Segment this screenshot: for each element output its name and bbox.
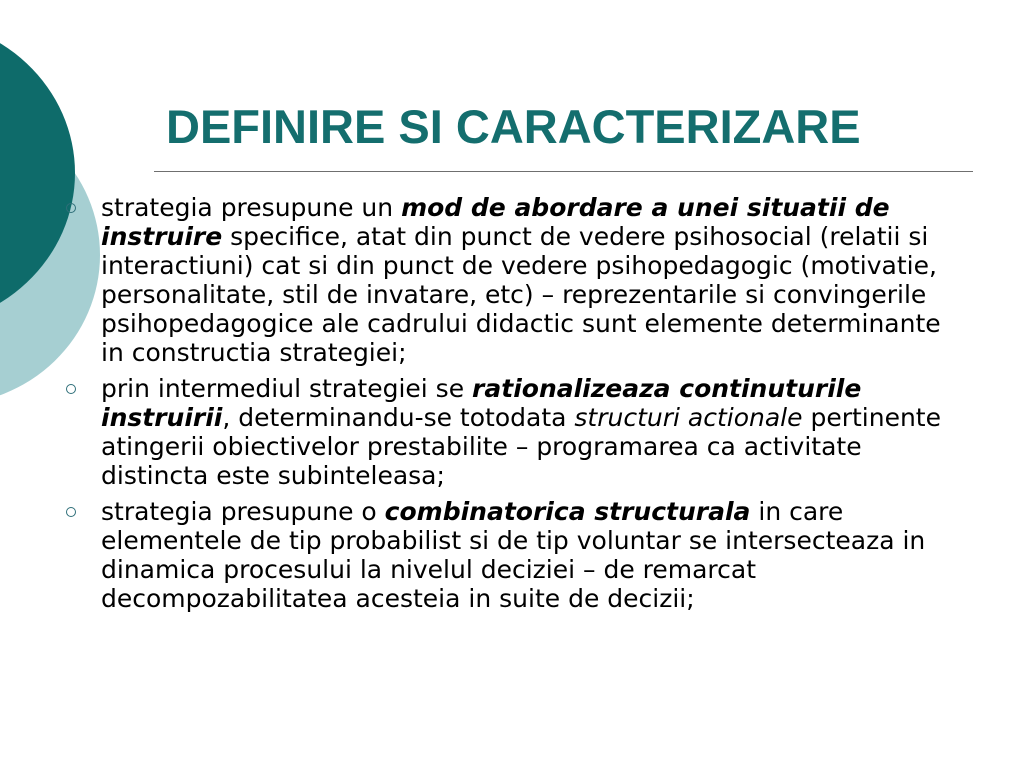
bullet-item: [101, 374, 971, 490]
hollow-circle-icon: [66, 203, 76, 213]
slide-title: DEFINIRE SI CARACTERIZARE: [166, 100, 861, 153]
bullet-text: pertinente atingerii obiectivelor prestabilite – programarea ca activitate distincta este subinteleasa;: [101, 403, 941, 490]
bullet-text: in care elementele de tip probabilist si de tip voluntar se intersecteaza in dinamica procesului la nivelul deciziei – de remarcat decompozabilitatea acesteia in suite de decizii;: [101, 497, 926, 613]
bullet-italic: structuri actionale: [574, 403, 803, 432]
bullet-item: [101, 193, 971, 367]
bullet-list: [101, 193, 971, 620]
bullet-emphasis: rationalizeaza continuturile instruirii: [101, 374, 862, 432]
bullet-text: strategia presupune o: [101, 497, 385, 526]
bullet-text: , determinandu-se totodata: [222, 403, 575, 432]
hollow-circle-icon: [66, 384, 76, 394]
bullet-emphasis: combinatorica structurala: [384, 497, 751, 526]
bullet-text: specifice, atat din punct de vedere psihosocial (relatii si interactiuni) cat si din punct de vedere psihopedagogic (motivatie, personalitate, stil de invatare, etc) – reprezentarile si convingerile psihopedagogice ale cadrului didactic sunt elemente determinante in constructia strategiei;: [101, 222, 941, 367]
hollow-circle-icon: [66, 507, 76, 517]
bullet-emphasis: mod de abordare a unei situatii de instruire: [101, 193, 890, 251]
bullet-text: prin intermediul strategiei se: [101, 374, 473, 403]
title-divider: [154, 171, 973, 172]
bullet-text: strategia presupune un: [101, 193, 402, 222]
bullet-item: [101, 497, 971, 613]
